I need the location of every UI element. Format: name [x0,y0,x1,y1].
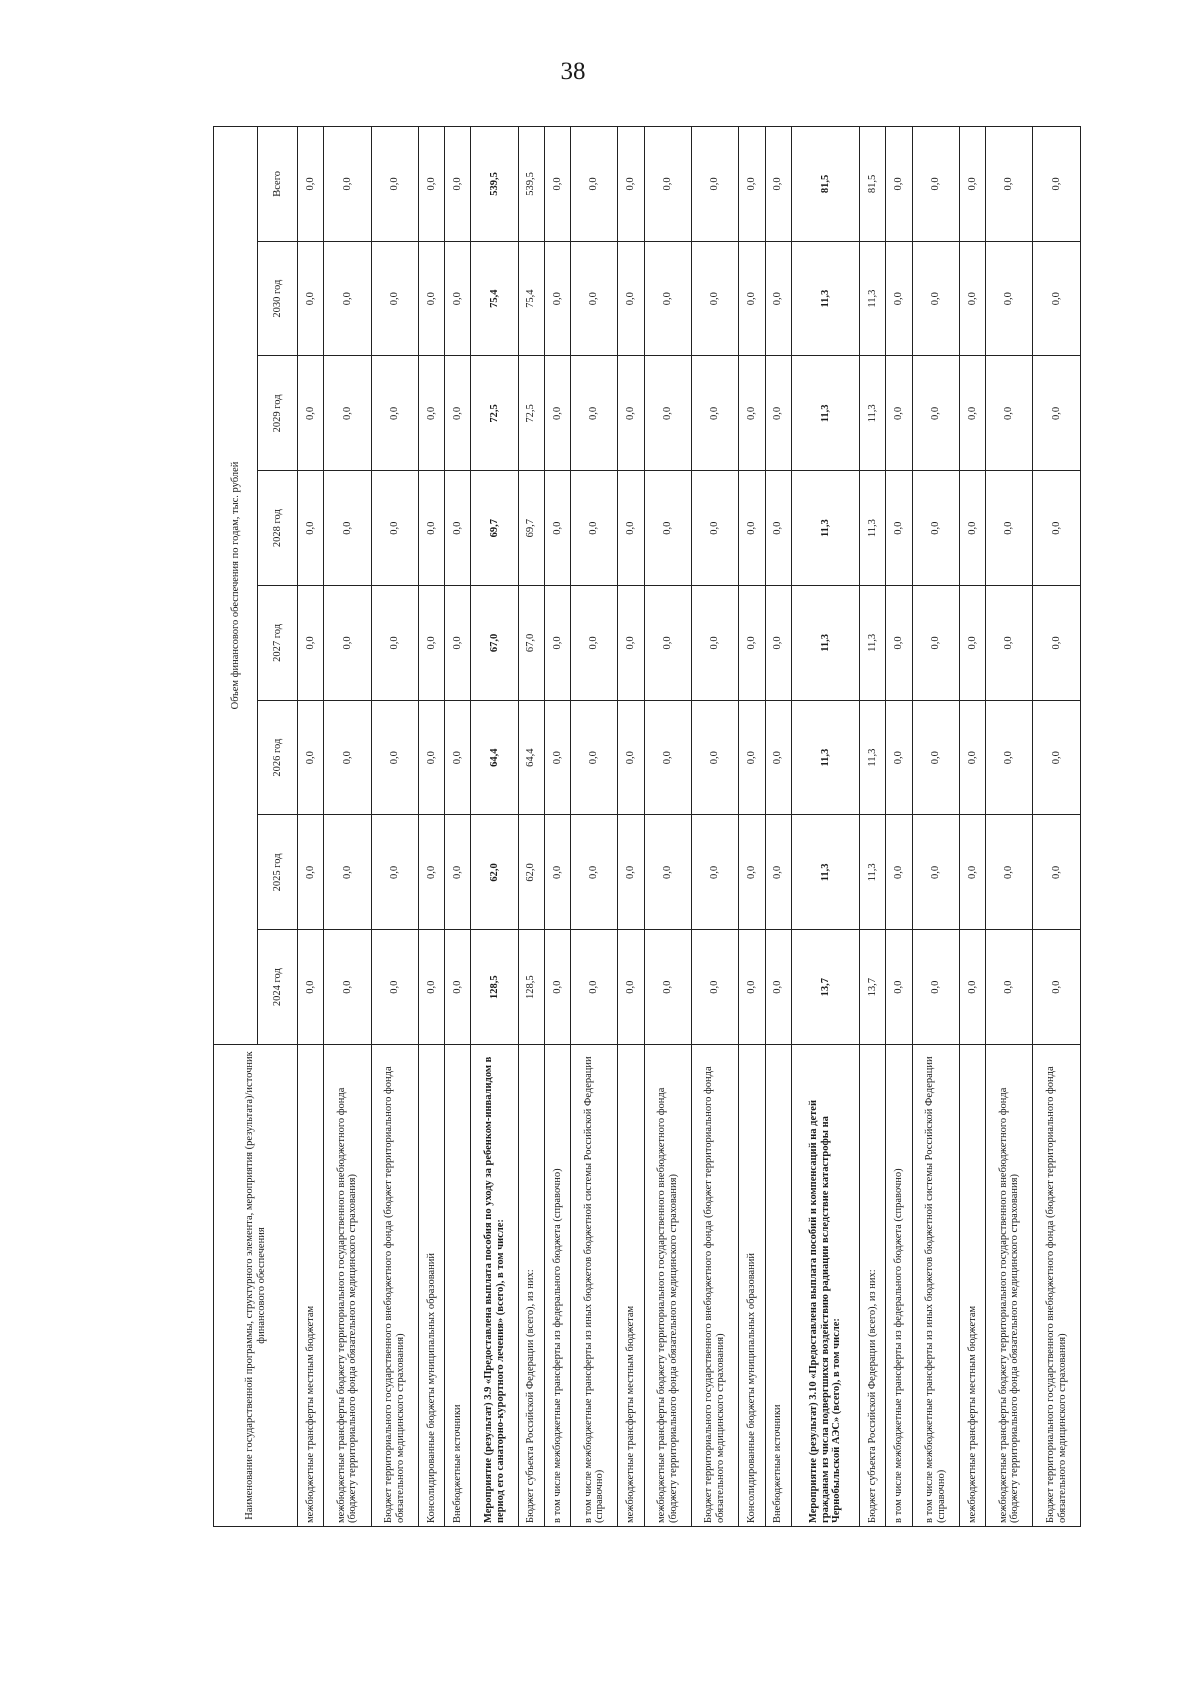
row-value: 0,0 [986,471,1033,586]
row-value: 0,0 [298,356,324,471]
row-value: 0,0 [544,471,570,586]
table-row [618,126,644,1526]
row-value: 0,0 [959,241,985,356]
row-value: 11,3 [791,356,859,471]
row-value: 128,5 [471,930,518,1045]
row-value: 0,0 [644,930,691,1045]
row-value: 0,0 [298,241,324,356]
row-value: 0,0 [886,586,912,701]
row-label: межбюджетные трансферты бюджету территориального государственного внебюджетного фонда (бюджету территориального фонда обязательного медицинского страхования) [644,1045,691,1527]
row-value: 0,0 [618,356,644,471]
row-value: 0,0 [571,471,618,586]
row-value: 0,0 [1033,586,1081,701]
row-value: 0,0 [445,700,471,815]
row-value: 81,5 [860,126,886,241]
row-value: 67,0 [518,586,544,701]
header-year: 2030 год [258,241,298,356]
row-value: 0,0 [765,700,791,815]
row-value: 0,0 [371,241,418,356]
row-value: 11,3 [860,586,886,701]
row-value: 72,5 [518,356,544,471]
table-row [739,126,765,1526]
row-value: 0,0 [445,586,471,701]
row-value: 0,0 [544,700,570,815]
row-value: 0,0 [371,471,418,586]
row-value: 0,0 [544,586,570,701]
header-name-column: Наименование государственной программы, структурного элемента, мероприятия (результата)/источник финансового обеспечения [214,1045,298,1527]
row-label: межбюджетные трансферты местным бюджетам [959,1045,985,1527]
row-value: 62,0 [518,815,544,930]
row-value: 0,0 [324,586,371,701]
row-value: 13,7 [791,930,859,1045]
row-value: 11,3 [791,241,859,356]
row-value: 75,4 [471,241,518,356]
header-year: 2028 год [258,471,298,586]
row-value: 0,0 [765,471,791,586]
row-value: 0,0 [298,930,324,1045]
row-value: 64,4 [518,700,544,815]
row-label: Внебюджетные источники [765,1045,791,1527]
row-value: 0,0 [445,126,471,241]
row-value: 0,0 [571,586,618,701]
row-value: 67,0 [471,586,518,701]
row-value: 0,0 [644,126,691,241]
page-number: 38 [560,58,586,85]
row-value: 0,0 [912,471,959,586]
row-value: 11,3 [791,815,859,930]
row-value: 0,0 [886,356,912,471]
row-label: Внебюджетные источники [445,1045,471,1527]
rotated-table-container [213,127,1081,1527]
row-value: 0,0 [544,930,570,1045]
row-value: 0,0 [445,815,471,930]
row-value: 0,0 [739,700,765,815]
row-value: 0,0 [739,471,765,586]
row-value: 0,0 [912,930,959,1045]
row-value: 0,0 [959,815,985,930]
row-value: 69,7 [471,471,518,586]
row-label: Бюджет территориального государственного внебюджетного фонда (бюджет территориального фонда обязательного медицинского страхования) [371,1045,418,1527]
row-value: 0,0 [644,471,691,586]
row-value: 0,0 [544,815,570,930]
row-label: Консолидированные бюджеты муниципальных образований [739,1045,765,1527]
row-value: 0,0 [765,930,791,1045]
row-value: 0,0 [418,126,444,241]
row-value: 0,0 [544,126,570,241]
row-label: Бюджет субъекта Российской Федерации (всего), из них: [518,1045,544,1527]
row-label: Мероприятие (результат) 3.10 «Предоставлена выплата пособий и компенсаций на детей гражданам из числа подвергшихся воздействию радиации вследствие катастрофы на Чернобыльской АЭС» (всего), в том числе: [791,1045,859,1527]
row-value: 0,0 [544,241,570,356]
table-row [986,126,1033,1526]
table-row [912,126,959,1526]
row-value: 0,0 [324,930,371,1045]
row-value: 0,0 [765,241,791,356]
row-value: 0,0 [1033,700,1081,815]
row-value: 0,0 [959,356,985,471]
row-value: 0,0 [739,356,765,471]
row-value: 0,0 [692,930,739,1045]
row-value: 11,3 [860,815,886,930]
row-value: 0,0 [765,126,791,241]
row-value: 539,5 [518,126,544,241]
row-value: 0,0 [765,356,791,471]
row-value: 0,0 [445,471,471,586]
table-rotation-frame [213,127,1081,1527]
row-value: 0,0 [618,700,644,815]
row-value: 0,0 [324,700,371,815]
row-label: в том числе межбюджетные трансферты из федерального бюджета (справочно) [886,1045,912,1527]
row-value: 0,0 [371,930,418,1045]
row-value: 0,0 [765,586,791,701]
row-value: 0,0 [692,471,739,586]
row-value: 0,0 [886,126,912,241]
header-funding-group: Объем финансового обеспечения по годам, тыс. рублей [214,126,258,1044]
row-value: 0,0 [445,930,471,1045]
table-row [860,126,886,1526]
row-value: 0,0 [886,700,912,815]
row-value: 0,0 [986,241,1033,356]
row-value: 0,0 [418,700,444,815]
row-value: 0,0 [371,586,418,701]
row-label: Бюджет субъекта Российской Федерации (всего), из них: [860,1045,886,1527]
row-label: в том числе межбюджетные трансферты из федерального бюджета (справочно) [544,1045,570,1527]
header-year: 2025 год [258,815,298,930]
row-value: 0,0 [959,586,985,701]
header-year: 2029 год [258,356,298,471]
row-value: 0,0 [571,930,618,1045]
table-row [324,126,371,1526]
table-row [544,126,570,1526]
table-row [692,126,739,1526]
row-value: 0,0 [986,586,1033,701]
row-value: 0,0 [692,586,739,701]
row-value: 0,0 [618,586,644,701]
table-row [418,126,444,1526]
row-value: 11,3 [791,586,859,701]
table-body [298,126,1081,1526]
row-value: 0,0 [692,241,739,356]
row-value: 0,0 [912,126,959,241]
row-value: 0,0 [912,356,959,471]
row-value: 0,0 [324,471,371,586]
row-value: 0,0 [886,930,912,1045]
row-value: 0,0 [959,700,985,815]
row-value: 0,0 [618,126,644,241]
row-value: 0,0 [618,471,644,586]
row-value: 0,0 [418,586,444,701]
table-row [571,126,618,1526]
table-row [518,126,544,1526]
row-value: 0,0 [371,700,418,815]
row-value: 75,4 [518,241,544,356]
row-value: 0,0 [1033,815,1081,930]
row-value: 64,4 [471,700,518,815]
row-value: 11,3 [791,700,859,815]
row-value: 0,0 [298,586,324,701]
table-row [298,126,324,1526]
row-value: 0,0 [298,700,324,815]
row-label: Бюджет территориального государственного внебюджетного фонда (бюджет территориального фонда обязательного медицинского страхования) [692,1045,739,1527]
row-value: 0,0 [739,930,765,1045]
row-value: 0,0 [986,930,1033,1045]
row-value: 0,0 [886,241,912,356]
row-value: 0,0 [986,126,1033,241]
row-value: 0,0 [644,700,691,815]
table-row [886,126,912,1526]
row-value: 11,3 [860,241,886,356]
table-row [765,126,791,1526]
row-value: 0,0 [571,126,618,241]
table-row [791,126,859,1526]
row-value: 0,0 [371,356,418,471]
row-label: межбюджетные трансферты местным бюджетам [298,1045,324,1527]
row-value: 0,0 [571,700,618,815]
row-value: 0,0 [765,815,791,930]
row-value: 0,0 [618,930,644,1045]
row-value: 0,0 [571,815,618,930]
row-value: 0,0 [445,241,471,356]
row-value: 0,0 [418,241,444,356]
row-value: 0,0 [986,356,1033,471]
row-value: 0,0 [418,356,444,471]
row-value: 0,0 [324,356,371,471]
row-value: 0,0 [324,126,371,241]
row-value: 0,0 [644,356,691,471]
header-year: 2024 год [258,930,298,1045]
row-value: 0,0 [692,126,739,241]
financing-table [213,126,1081,1527]
row-value: 0,0 [445,356,471,471]
row-value: 0,0 [1033,471,1081,586]
row-value: 0,0 [886,815,912,930]
row-value: 0,0 [739,586,765,701]
row-value: 62,0 [471,815,518,930]
row-label: Бюджет территориального государственного внебюджетного фонда (бюджет территориального фонда обязательного медицинского страхования) [1033,1045,1081,1527]
row-value: 0,0 [692,700,739,815]
row-value: 0,0 [912,586,959,701]
row-value: 0,0 [544,356,570,471]
row-value: 11,3 [791,471,859,586]
row-value: 11,3 [860,356,886,471]
row-label: Консолидированные бюджеты муниципальных образований [418,1045,444,1527]
row-value: 13,7 [860,930,886,1045]
row-value: 0,0 [371,815,418,930]
row-value: 0,0 [959,930,985,1045]
row-value: 0,0 [644,815,691,930]
row-value: 0,0 [739,241,765,356]
row-value: 0,0 [571,356,618,471]
header-year: 2026 год [258,700,298,815]
row-value: 0,0 [298,126,324,241]
row-label: Мероприятие (результат) 3.9 «Предоставлена выплата пособия по уходу за ребенком-инвалидом в период его санаторно-курортного лечения» (всего), в том числе: [471,1045,518,1527]
row-value: 0,0 [739,815,765,930]
row-value: 0,0 [371,126,418,241]
row-value: 0,0 [912,241,959,356]
row-value: 0,0 [418,471,444,586]
table-row [644,126,691,1526]
row-value: 0,0 [644,241,691,356]
row-value: 0,0 [298,815,324,930]
row-value: 0,0 [1033,126,1081,241]
row-value: 0,0 [986,815,1033,930]
row-value: 128,5 [518,930,544,1045]
row-value: 0,0 [618,815,644,930]
row-value: 0,0 [571,241,618,356]
row-value: 81,5 [791,126,859,241]
row-value: 0,0 [739,126,765,241]
row-value: 0,0 [618,241,644,356]
row-value: 0,0 [886,471,912,586]
row-value: 69,7 [518,471,544,586]
row-value: 0,0 [692,356,739,471]
row-label: в том числе межбюджетные трансферты из иных бюджетов бюджетной системы Российской Федерации (справочно) [912,1045,959,1527]
row-value: 0,0 [692,815,739,930]
row-label: межбюджетные трансферты местным бюджетам [618,1045,644,1527]
row-value: 0,0 [324,815,371,930]
row-value: 0,0 [1033,241,1081,356]
row-value: 0,0 [418,930,444,1045]
header-year: Всего [258,126,298,241]
row-label: в том числе межбюджетные трансферты из иных бюджетов бюджетной системы Российской Федерации (справочно) [571,1045,618,1527]
row-value: 0,0 [912,700,959,815]
row-value: 0,0 [959,126,985,241]
row-label: межбюджетные трансферты бюджету территориального государственного внебюджетного фонда (бюджету территориального фонда обязательного медицинского страхования) [324,1045,371,1527]
row-value: 0,0 [1033,356,1081,471]
row-value: 0,0 [1033,930,1081,1045]
table-row [371,126,418,1526]
row-label: межбюджетные трансферты бюджету территориального государственного внебюджетного фонда (бюджету территориального фонда обязательного медицинского страхования) [986,1045,1033,1527]
row-value: 0,0 [298,471,324,586]
row-value: 72,5 [471,356,518,471]
table-row [959,126,985,1526]
row-value: 0,0 [324,241,371,356]
header-year: 2027 год [258,586,298,701]
row-value: 0,0 [644,586,691,701]
row-value: 0,0 [912,815,959,930]
row-value: 0,0 [986,700,1033,815]
row-value: 11,3 [860,700,886,815]
table-row [445,126,471,1526]
row-value: 0,0 [418,815,444,930]
row-value: 0,0 [959,471,985,586]
row-value: 539,5 [471,126,518,241]
row-value: 11,3 [860,471,886,586]
table-row [471,126,518,1526]
table-row [1033,126,1081,1526]
